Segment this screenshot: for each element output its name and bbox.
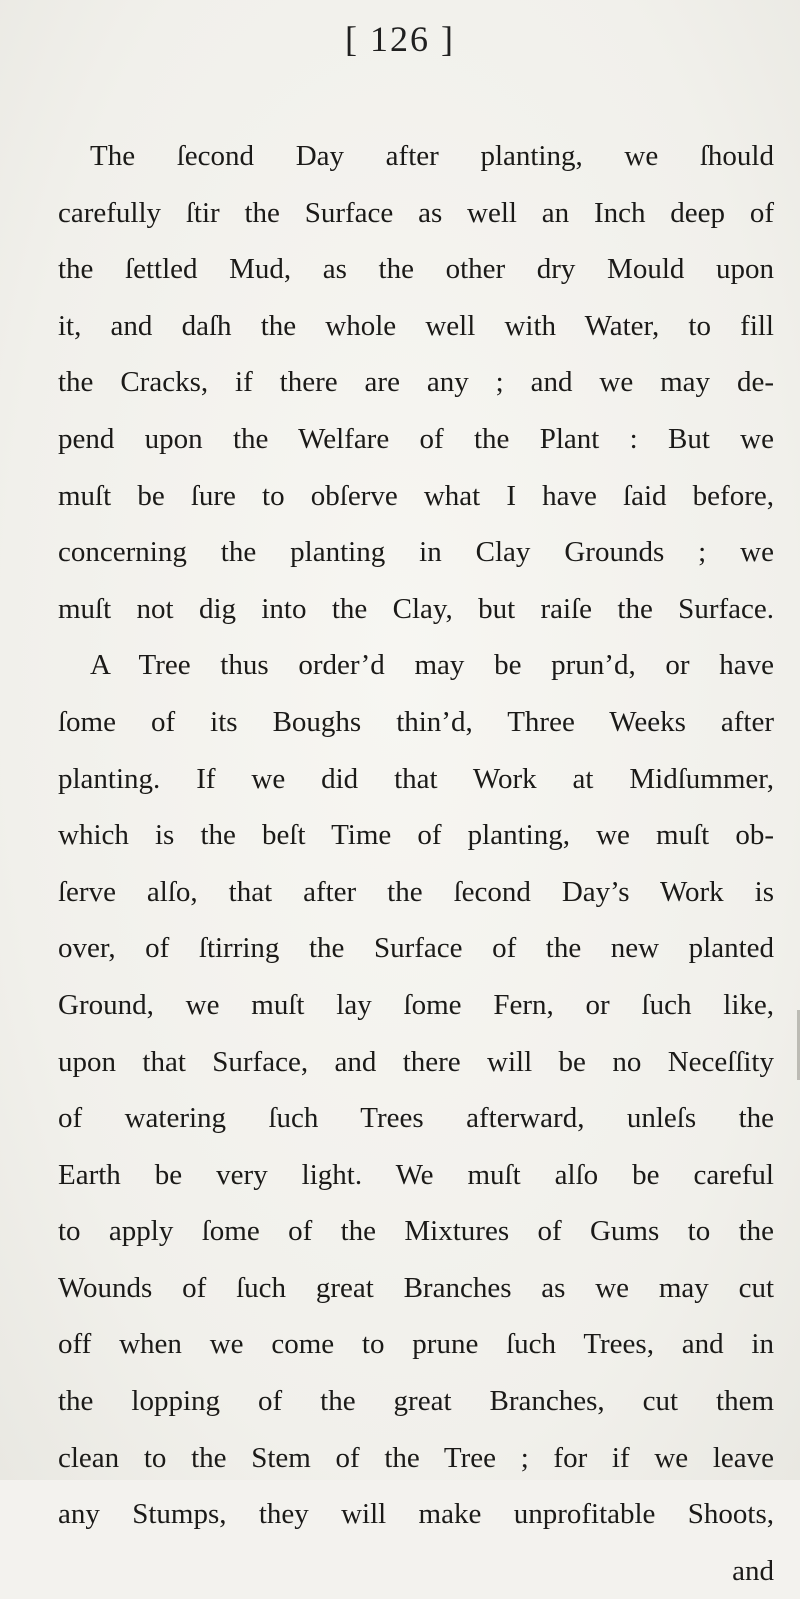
page-number: [ 126 ] bbox=[345, 19, 455, 59]
text-line: The ſecond Day after planting, we ſhould bbox=[90, 140, 774, 172]
text-line: Wounds of ſuch great Branches as we may cut bbox=[58, 1271, 774, 1304]
body-text bbox=[58, 128, 774, 1599]
text-line: Ground, we muſt lay ſome Fern, or ſuch like, bbox=[58, 988, 774, 1021]
text-line: ſerve alſo, that after the ſecond Day’s Work is bbox=[58, 875, 774, 908]
text-line: off when we come to prune ſuch Trees, and in bbox=[58, 1328, 774, 1361]
text-line: A Tree thus order’d may be prun’d, or have bbox=[90, 649, 774, 682]
text-line: any Stumps, they will make unprofitable Shoots, bbox=[58, 1498, 774, 1531]
text-line: upon that Surface, and there will be no Neceſſity bbox=[58, 1045, 774, 1078]
text-line: muſt be ſure to obſerve what I have ſaid before, bbox=[58, 479, 774, 512]
text-line: pend upon the Welfare of the Plant : But we bbox=[58, 422, 774, 455]
text-line: which is the beſt Time of planting, we muſt ob- bbox=[58, 819, 774, 852]
text-line: the Cracks, if there are any ; and we may de- bbox=[58, 366, 774, 399]
text-line: to apply ſome of the Mixtures of Gums to the bbox=[58, 1215, 774, 1248]
catchword: and bbox=[732, 1554, 774, 1587]
text-line: of watering ſuch Trees afterward, unleſs the bbox=[58, 1102, 774, 1135]
text-line: clean to the Stem of the Tree ; for if we leave bbox=[58, 1441, 774, 1474]
text-line: planting. If we did that Work at Midſummer, bbox=[58, 762, 774, 795]
text-line: Earth be very light. We muſt alſo be careful bbox=[58, 1158, 774, 1191]
text-line: ſome of its Boughs thin’d, Three Weeks after bbox=[58, 705, 774, 738]
text-line: over, of ſtirring the Surface of the new planted bbox=[58, 932, 774, 965]
text-line: it, and daſh the whole well with Water, to fill bbox=[58, 309, 774, 342]
text-line: the lopping of the great Branches, cut them bbox=[58, 1385, 774, 1418]
text-line: muſt not dig into the Clay, but raiſe the Surface. bbox=[58, 592, 774, 625]
text-line: concerning the planting in Clay Grounds ; we bbox=[58, 536, 774, 569]
text-line: the ſettled Mud, as the other dry Mould upon bbox=[58, 253, 774, 286]
text-line: carefully ſtir the Surface as well an Inch deep of bbox=[58, 196, 774, 229]
